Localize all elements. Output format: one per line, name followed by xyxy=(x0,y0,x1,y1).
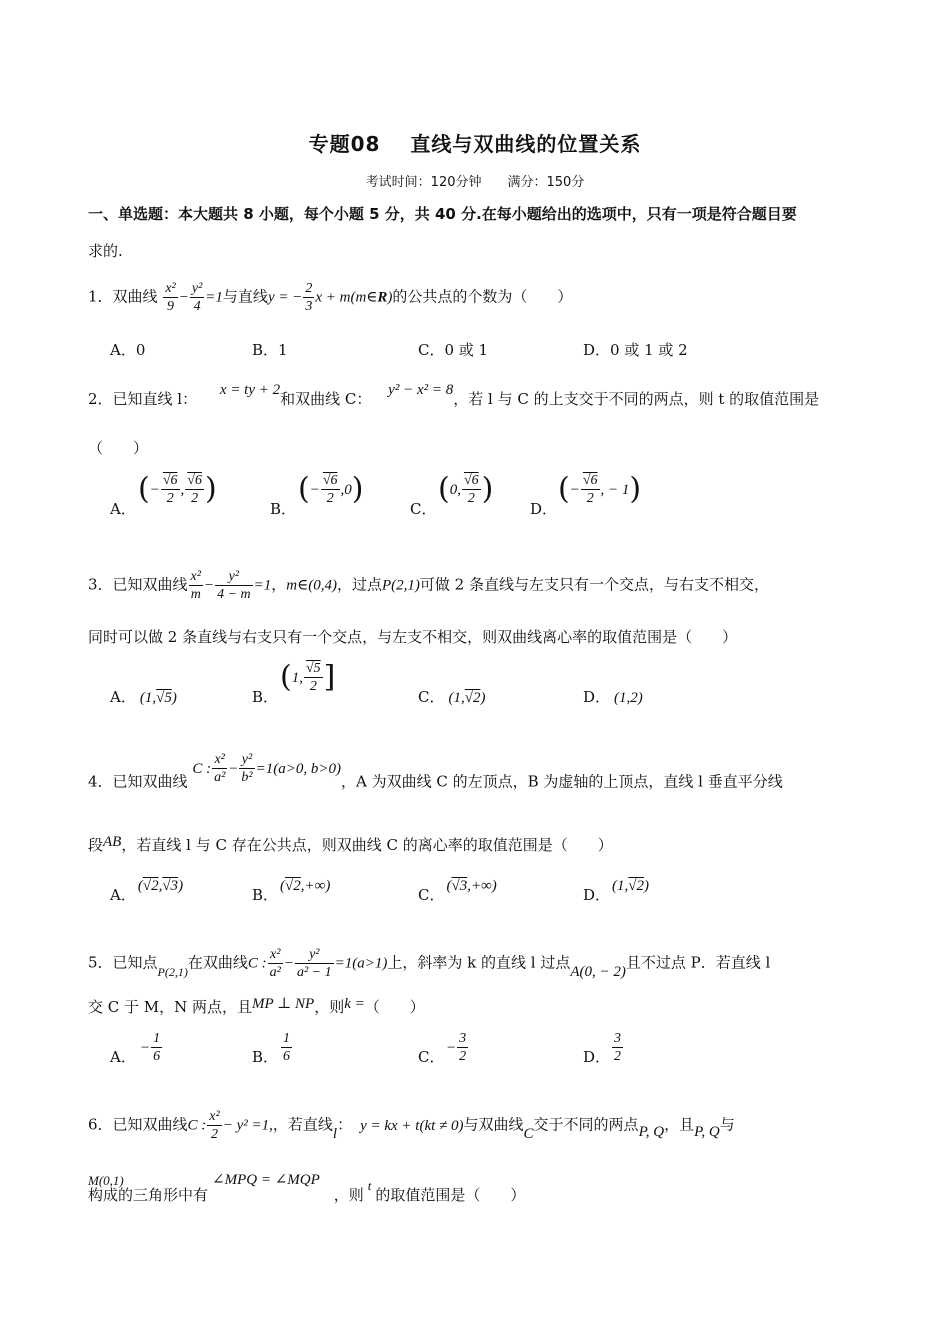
q2-a-label: A． xyxy=(110,500,136,518)
q6-tail3: 与 xyxy=(719,1115,735,1134)
q6-mid2: 与双曲线 xyxy=(463,1115,524,1134)
exam-score: 满分：150分 xyxy=(507,175,585,190)
q5-option-c xyxy=(418,1046,444,1067)
q5-option-a-value: − $\frac{1}{6}$ xyxy=(140,1031,161,1064)
section-heading-line2: 求的. xyxy=(88,242,123,260)
q6-stem: 6．已知双曲线 xyxy=(88,1115,188,1134)
q4-b-label: B． xyxy=(252,886,279,904)
q5-stem: 5．已知点 xyxy=(88,953,158,972)
q2-mid: 和双曲线 C： xyxy=(280,390,372,408)
q2-option-c-value: (0, $\frac{√6}{2}$ ) xyxy=(438,471,494,507)
q6-tail: 交于不同的两点 xyxy=(533,1115,639,1134)
q5-line2: 交 C 于 M，N 两点，且MP ⊥ NP，则k =（ ） xyxy=(88,996,425,1016)
q5-tail: 上，斜率为 k 的直线 l 过点 xyxy=(387,953,571,972)
q4-ab: AB xyxy=(103,834,122,850)
q5-option-b-value: $\frac{1}{6}$ xyxy=(283,1031,290,1064)
q6-tail2: ，且 xyxy=(664,1115,695,1134)
q1-tail: 的公共点的个数为（ ） xyxy=(392,287,573,306)
q5-tail2: 且不过点 P．若直线 l xyxy=(625,953,771,972)
q6-colon: ： xyxy=(337,1115,353,1134)
q5-line2c: （ ） xyxy=(364,998,425,1016)
q5-option-a xyxy=(110,1046,136,1067)
q4-a-label: A． xyxy=(110,886,136,904)
q3-mid: ，过点 xyxy=(336,575,382,594)
q2-option-b xyxy=(270,498,296,519)
q3-option-d: D． (1,2) xyxy=(583,688,643,706)
q4-option-c: C． (√3,+∞) xyxy=(418,878,497,904)
q3-c-label: C． xyxy=(418,688,445,706)
q3-a-label: A． xyxy=(110,688,136,706)
q4-option-d: D． (1,√2) xyxy=(583,878,650,904)
q2-d-label: D． xyxy=(530,500,558,518)
q4-stem: 4．已知双曲线 xyxy=(88,772,188,791)
q2-b-label: B． xyxy=(270,500,297,518)
q1-frac-y: $\frac{\text{y²}}{4}$ xyxy=(191,281,203,314)
q6-line2b: ，则 xyxy=(333,1186,364,1204)
q1-option-b: B．1 xyxy=(252,341,288,359)
q6-line2: 构成的三角形中有∠MPQ = ∠MQP，则t的取值范围是（ ） xyxy=(88,1172,526,1204)
q6-mid: ，若直线 xyxy=(272,1115,333,1134)
q3-option-b xyxy=(252,686,278,707)
q5-option-d xyxy=(583,1046,610,1067)
exam-time: 考试时间：120分钟 xyxy=(365,175,482,190)
q5-c-label: C． xyxy=(418,1048,445,1066)
q5-option-c-value: − $\frac{3}{2}$ xyxy=(446,1031,467,1064)
q5-option-b xyxy=(252,1046,278,1067)
q3-d-label: D． xyxy=(583,688,611,706)
q3-b-label: B． xyxy=(252,688,279,706)
exam-info xyxy=(0,171,950,190)
q3-option-a: A． (1,√5) xyxy=(110,688,177,706)
q2-option-c xyxy=(410,498,436,519)
q3-line2: 同时可以做 2 条直线与右支只有一个交点，与左支不相交，则双曲线离心率的取值范围是（ ） xyxy=(88,628,738,646)
q3-stem: 3．已知双曲线 xyxy=(88,575,188,594)
q1-mid: 与直线 xyxy=(222,287,268,306)
question-5: 5．已知点$_{P(2,1)}$在双曲线C : $\frac{\text{x²}}{\text{a²}}$ − $\frac{\text{y²}}{\text{a² − 1}}$ =1(a>1)上，斜率为 k 的直线 l 过点A(0, − 2)且不过点 P．若直线 l xyxy=(88,947,771,980)
q1-frac-slope: $\frac{2}{3}$ xyxy=(305,281,313,314)
q1-option-c: C．0 或 1 xyxy=(418,341,489,359)
title-topic: 直线与双曲线的位置关系 xyxy=(410,132,642,156)
q4-line2b: ，若直线 l 与 C 存在公共点，则双曲线 C 的离心率的取值范围是（ ） xyxy=(121,836,613,854)
q4-line2 xyxy=(88,834,613,855)
q2-option-a-value: (− $\frac{√6}{2}$ , $\frac{√6}{2}$ ) xyxy=(138,471,217,507)
q2-line-eq: x = ty + 2 xyxy=(219,382,281,398)
q6-point-m: M(0,1) xyxy=(88,1173,124,1188)
q2-option-a xyxy=(110,498,136,519)
q4-option-a: A． (√2,√3) xyxy=(110,878,184,904)
q3-option-c: C． (1,√2) xyxy=(418,688,486,706)
question-6: 6．已知双曲线C : $\frac{\text{x²}}{2}$ − y² =1,，若直线l： y = kx + t(kt ≠ 0)与双曲线C交于不同的两点P, Q，且P, Q与 xyxy=(88,1109,735,1142)
q5-b-label: B． xyxy=(252,1048,279,1066)
q5-d-label: D． xyxy=(583,1048,611,1066)
q2-option-d xyxy=(530,498,557,519)
page-title xyxy=(0,128,950,157)
section-heading-line1: 一、单选题：本大题共 8 小题，每个小题 5 分，共 40 分.在每小题给出的选项中，只有一项是符合题目要 xyxy=(88,205,797,223)
title-main: 专题08 xyxy=(308,132,381,156)
q2-tail: ，若 l 与 C 的上支交于不同的两点，则 t 的取值范围是 xyxy=(453,390,820,408)
question-1: 1．双曲线 $\frac{\text{x²}}{9}$ − $\frac{\text{y²}}{4}$ =1与直线y = − $\frac{2}{3}$ x + m(m∈R)的公共点的个数为（ ） xyxy=(88,281,573,314)
question-3: 3．已知双曲线 $\frac{\text{x²}}{m}$ − $\frac{\text{y²}}{4 - m}$ =1，m∈(0,4)，过点P(2,1)可做 2 条直线与左支只有一个交点，与右支不相交， xyxy=(88,569,769,602)
question-4: 4．已知双曲线 C : $\frac{\text{x²}}{\text{a²}}$ − $\frac{\text{y²}}{\text{b²}}$ =1(a>0, b>0)，A 为双曲线 C 的左顶点，B 为虚轴的上顶点，直线 l 垂直平分线 xyxy=(88,752,783,791)
q4-d-label: D． xyxy=(583,886,611,904)
q2-paren: （ ） xyxy=(88,439,149,457)
q2-option-d-value: (− $\frac{√6}{2}$ , − 1) xyxy=(558,471,642,507)
q4-c-label: C． xyxy=(418,886,445,904)
q2-hyperbola-eq: y² − x² = 8 xyxy=(388,382,454,398)
q3-tail: 可做 2 条直线与左支只有一个交点，与右支不相交， xyxy=(419,575,769,594)
q6-line2c: 的取值范围是（ ） xyxy=(375,1186,526,1204)
q5-a-label: A． xyxy=(110,1048,136,1066)
q5-line2b: ，则 xyxy=(314,998,345,1016)
q4-line2a: 段 xyxy=(88,836,104,854)
q6-line2a: 构成的三角形中有 xyxy=(88,1186,209,1204)
q1-frac-x: $\frac{\text{x²}}{9}$ xyxy=(165,281,176,314)
q2-stem: 2．已知直线 l： xyxy=(88,390,198,408)
q4-tail: ，A 为双曲线 C 的左顶点，B 为虚轴的上顶点，直线 l 垂直平分线 xyxy=(340,772,783,791)
q5-mid: 在双曲线 xyxy=(187,953,248,972)
question-2 xyxy=(88,382,820,409)
q1-stem: 1．双曲线 xyxy=(88,287,158,306)
q2-option-b-value: (− $\frac{√6}{2}$ ,0) xyxy=(298,471,364,507)
q4-option-b: B． (√2,+∞) xyxy=(252,878,331,904)
q3-comma: ， xyxy=(271,575,287,594)
q5-option-d-value: $\frac{3}{2}$ xyxy=(614,1031,621,1064)
q2-c-label: C． xyxy=(410,500,437,518)
q3-option-b-value: (1, $\frac{√5}{2}$ ] xyxy=(280,659,336,695)
q5-line2a: 交 C 于 M，N 两点，且 xyxy=(88,998,253,1016)
q1-option-d: D．0 或 1 或 2 xyxy=(583,341,688,359)
q1-option-a: A．0 xyxy=(110,341,146,359)
